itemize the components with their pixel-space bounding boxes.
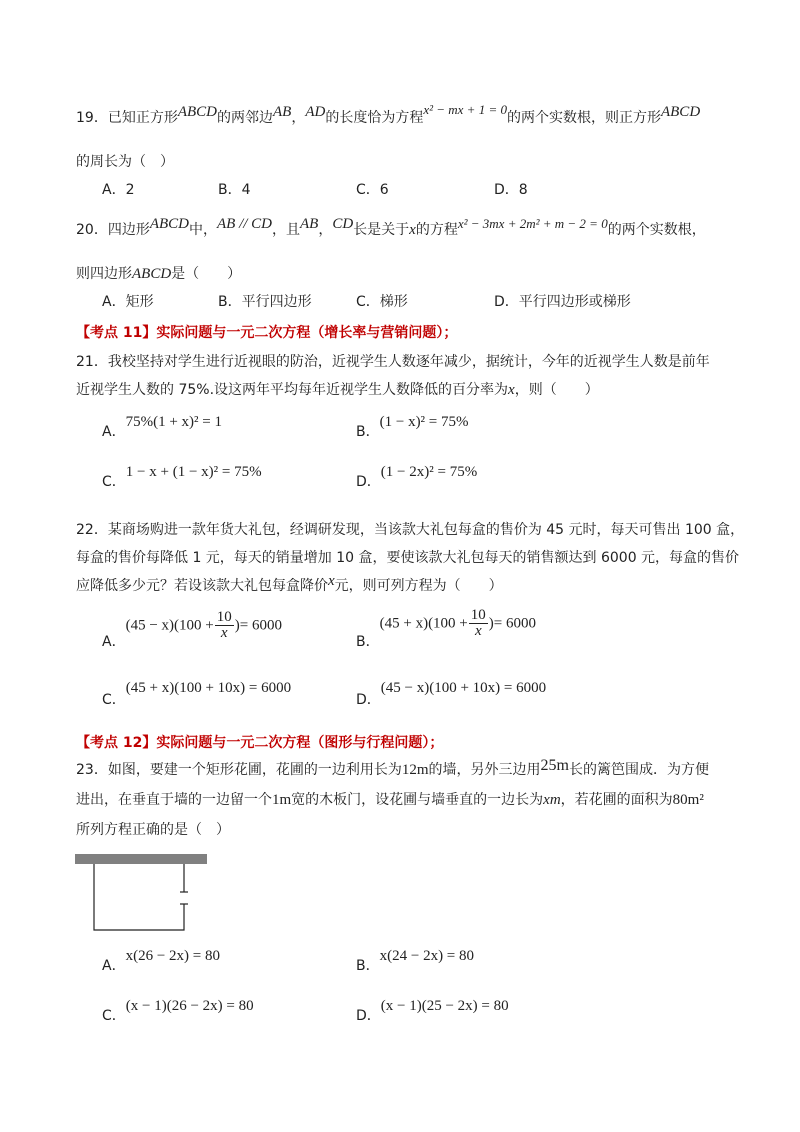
q22-option-b-fraction [469,608,488,639]
q20-equation: x² − 3mx + 2m² + m − 2 = 0 [457,216,608,231]
q20-x: x [409,222,416,238]
q23-line1c: 长的篱笆围成．为方便 [568,762,709,778]
q22-option-b-left: (45 + x) [379,615,429,632]
q19-option-c[interactable]: C．6 [356,182,389,198]
q20-mid2: ，且 [272,222,300,238]
q20-cd: CD [332,216,354,232]
q22-option-a-label: A． [102,633,126,650]
q23-fence-length: 25m [540,757,569,774]
q22-option-a-open: (100 + [174,617,214,634]
q22-option-a-fraction [215,610,234,641]
q21-option-c[interactable] [102,462,262,490]
q20-mid4: 的方程 [415,222,458,238]
q23-line2b: 宽的木板门，设花圃与墙垂直的一边长为 [291,792,544,808]
q23-option-d-expr: (x − 1)(25 − 2x) = 80 [380,998,509,1014]
q23-option-d-label: D． [356,1008,381,1024]
q21-line2-end: ，则（ ） [514,382,599,398]
q19-abcd2: ABCD [660,104,701,120]
q22-option-b-rhs: = 6000 [493,615,536,632]
q20-mid5: 的两个实数根， [607,222,706,238]
q22-option-d-expr: (45 − x)(100 + 10x) = 6000 [380,680,547,696]
q22-option-b-close: ) [488,615,494,632]
q23-option-c[interactable] [102,996,254,1024]
q19-ad: AD [305,104,326,120]
q23-area: 80m² [672,792,704,808]
q21-option-c-expr: 1 − x + (1 − x)² = 75% [125,464,262,480]
q20-abcd2: ABCD [132,266,172,282]
q23-line3: 所列方程正确的是（ ） [76,822,230,838]
q23-garden-diagram [74,852,210,934]
q23-line2 [76,790,704,810]
q21-option-b-label: B． [356,424,380,440]
q23-door-width: 1m [272,792,292,808]
q21-option-c-label: C． [102,474,126,490]
q23-line1a: 23．如图，要建一个矩形花圃，花圃的一边利用长为 [76,762,402,778]
wall-shape [75,854,207,864]
q20-line2b: 是（ ） [171,266,242,282]
q21-line2 [76,380,599,400]
q22-option-a-left: (45 − x) [125,617,175,634]
q20-line2a: 则四边形 [76,266,132,282]
q22-line3b: 元，则可列方程为（ ） [334,578,503,594]
q22-line3 [76,573,503,596]
q20-line1 [76,216,706,240]
q20-option-d[interactable]: D．平行四边形或梯形 [494,294,631,310]
q20-comma: ， [318,222,333,238]
q22-option-b-open: (100 + [428,615,468,632]
q21-x: x [508,382,515,398]
fence-shape [94,864,184,930]
q20-option-c[interactable]: C．梯形 [356,294,408,310]
q20-prefix: 20．四边形 [76,222,150,238]
q19-line1 [76,102,701,128]
q20-abcd: ABCD [149,216,189,232]
q23-option-a-label: A． [102,958,126,974]
q22-x: x [328,573,335,589]
q22-option-b-label: B． [356,633,380,650]
q22-option-a-close: ) [234,617,240,634]
q19-option-d[interactable]: D．8 [494,182,528,198]
q22-option-c-label: C． [102,692,126,708]
q22-option-c[interactable] [102,678,292,708]
q23-line2c: ，若花圃的面积为 [560,792,673,808]
q23-line1 [76,757,709,780]
q23-option-a[interactable] [102,946,220,974]
q19-mid1: 的两邻边 [217,110,273,126]
q20-parallel: AB // CD [217,216,272,232]
q23-option-b[interactable] [356,946,475,974]
q23-wall-length: 12m [401,762,429,778]
q23-line1b: 的墙，另外三边用 [428,762,541,778]
q22-option-d-label: D． [356,692,381,708]
q21-option-d-label: D． [356,474,381,490]
q21-option-b[interactable] [356,412,469,440]
q22-line2: 每盒的售价每降低 1 元，每天的销量增加 10 盒，要使该款大礼包每天的销售额达到 6000 元，每盒的售价 [76,550,740,566]
q21-option-a[interactable] [102,412,222,440]
q23-option-a-expr: x(26 − 2x) = 80 [125,948,220,964]
q22-option-a[interactable] [102,609,282,650]
q22-line1: 22．某商场购进一款年货大礼包，经调研发现，当该款大礼包每盒的售价为 45 元时，每天可售出 100 盒， [76,522,745,538]
q23-option-b-expr: x(24 − 2x) = 80 [379,948,475,964]
q21-line1: 21．我校坚持对学生进行近视眼的防治，近视学生人数逐年减少，据统计，今年的近视学生人数是前年 [76,354,710,370]
q21-option-a-label: A． [102,424,126,440]
q21-option-d[interactable] [356,462,478,490]
q22-option-d[interactable] [356,678,547,708]
q19-mid2: 的长度恰为方程 [325,110,424,126]
q23-line2a: 进出，在垂直于墙的一边留一个 [76,792,272,808]
q21-option-b-expr: (1 − x)² = 75% [379,414,469,430]
q19-comma: ， [291,110,306,126]
q19-option-a[interactable]: A．2 [102,182,135,198]
fraction-numerator: 10 [216,609,232,625]
q20-option-a[interactable]: A．矩形 [102,294,154,310]
section-heading-12: 【考点 12】实际问题与一元二次方程（图形与行程问题）； [76,735,444,751]
fraction-numerator: 10 [470,607,486,623]
q23-xm: xm [543,792,561,808]
q19-line2: 的周长为（ ） [76,154,174,170]
fraction-denominator: x [220,625,228,641]
q19-option-b[interactable]: B．4 [218,182,251,198]
q19-equation: x² − mx + 1 = 0 [423,102,507,117]
q21-option-d-expr: (1 − 2x)² = 75% [380,464,478,480]
q22-option-b[interactable] [356,607,536,650]
q23-option-d[interactable] [356,996,509,1024]
q19-ab: AB [273,104,292,120]
q19-prefix: 19．已知正方形 [76,110,178,126]
q23-option-c-expr: (x − 1)(26 − 2x) = 80 [125,998,254,1014]
fraction-denominator: x [474,623,482,639]
q22-option-a-rhs: = 6000 [239,617,282,634]
q20-mid3: 长是关于 [353,222,410,238]
q19-abcd: ABCD [177,104,217,120]
q20-mid1: 中， [189,222,217,238]
q22-line3a: 应降低多少元？若设该款大礼包每盒降价 [76,578,328,594]
q23-option-c-label: C． [102,1008,126,1024]
section-heading-11: 【考点 11】实际问题与一元二次方程（增长率与营销问题）； [76,325,458,341]
q20-line2 [76,264,241,284]
q21-line2-text: 近视学生人数的 75%.设这两年平均每年近视学生人数降低的百分率为 [76,382,509,398]
q21-option-a-expr: 75%(1 + x)² = 1 [125,414,222,430]
q19-mid3: 的两个实数根，则正方形 [506,110,661,126]
q23-option-b-label: B． [356,958,380,974]
q20-option-b[interactable]: B．平行四边形 [218,294,312,310]
q22-option-c-expr: (45 + x)(100 + 10x) = 6000 [125,680,292,696]
q20-ab: AB [300,216,319,232]
